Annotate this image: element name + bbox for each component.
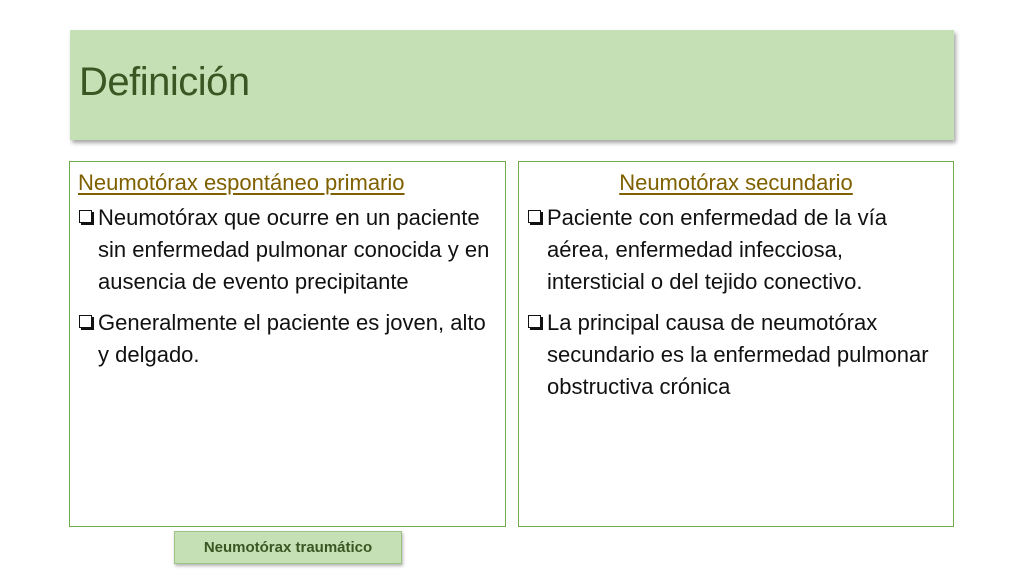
bullet-text: Neumotórax que ocurre en un paciente sin enfermedad pulmonar conocida y en ausencia de evento precipitante xyxy=(98,205,490,294)
slide-title: Definición xyxy=(79,60,250,104)
bullet-text: Generalmente el paciente es joven, alto y delgado. xyxy=(98,310,486,367)
traumatic-pneumothorax-button[interactable]: Neumotórax traumático xyxy=(174,531,402,564)
bullet-item xyxy=(527,202,945,298)
panel-heading[interactable]: Neumotórax secundario xyxy=(619,170,853,195)
bullet-text: La principal causa de neumotórax secundario es la enfermedad pulmonar obstructiva crónica xyxy=(547,310,929,399)
bullet-item xyxy=(78,307,497,371)
panel-primary-spontaneous xyxy=(69,161,506,527)
bullet-list xyxy=(519,202,953,403)
bullet-text: Paciente con enfermedad de la vía aérea, enfermedad infecciosa, intersticial o del tejido conectivo. xyxy=(547,205,888,294)
title-bar xyxy=(70,30,954,140)
panel-secondary xyxy=(518,161,954,527)
bullet-list xyxy=(70,202,505,371)
panel-heading[interactable]: Neumotórax espontáneo primario xyxy=(78,170,405,195)
bullet-item xyxy=(78,202,497,298)
checkbox-square-icon xyxy=(79,315,92,328)
checkbox-square-icon xyxy=(528,210,541,223)
bullet-item xyxy=(527,307,945,403)
checkbox-square-icon xyxy=(528,315,541,328)
checkbox-square-icon xyxy=(79,210,92,223)
